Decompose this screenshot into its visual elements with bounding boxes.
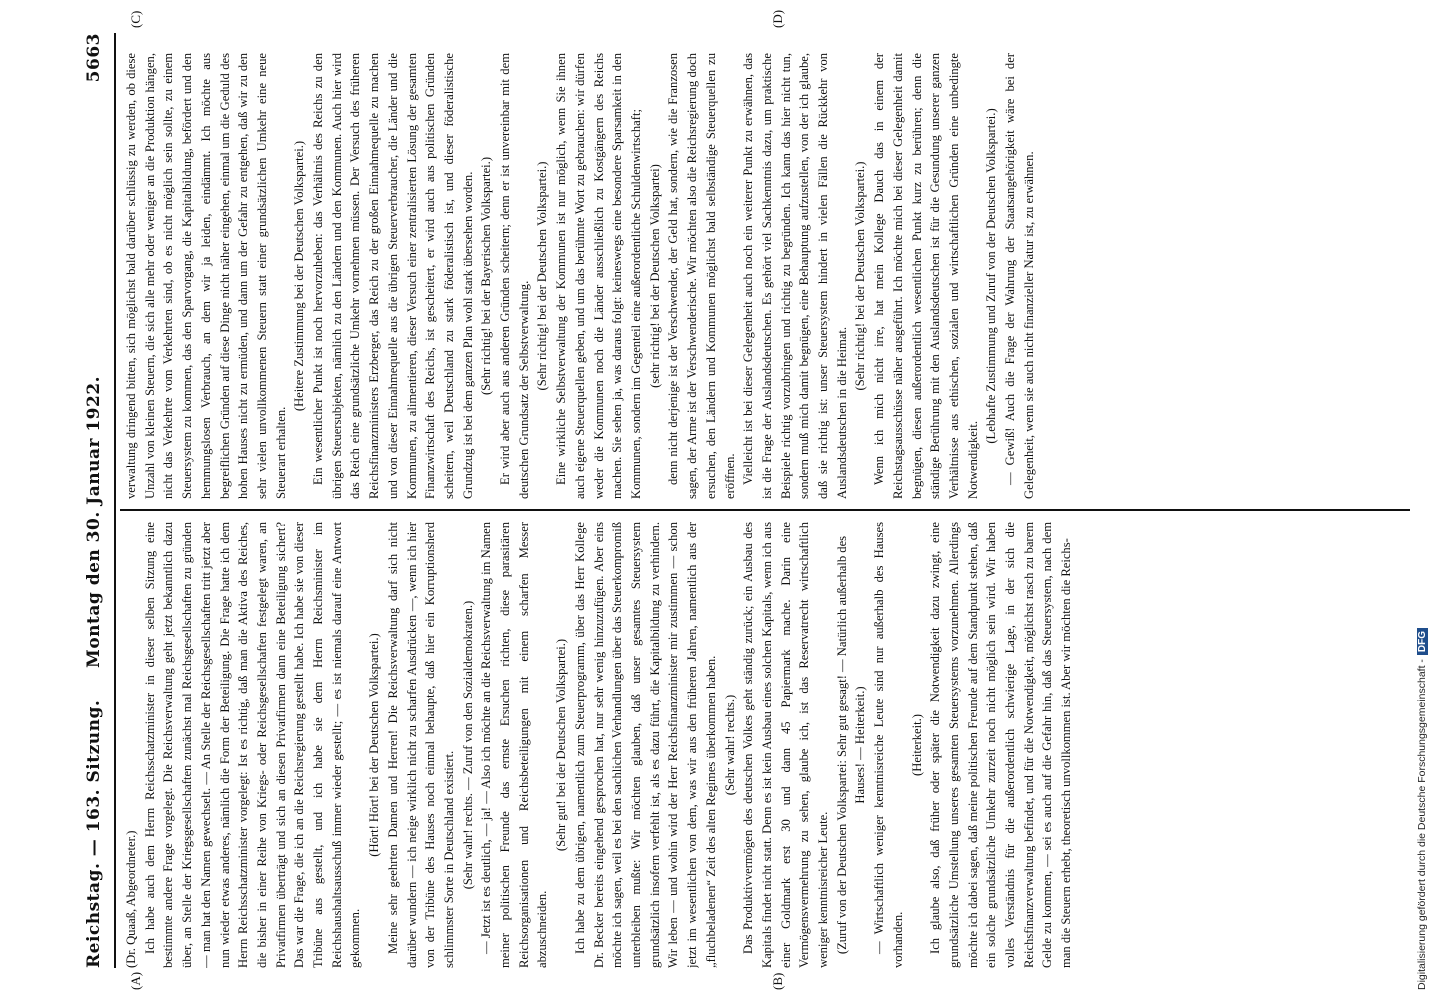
sidebar-credit <box>1416 0 1434 990</box>
interjection: (Heiterkeit.) <box>909 714 924 776</box>
interjection: (Sehr wahr! rechts.) <box>722 694 737 796</box>
dfg-logo: DFG <box>1417 628 1428 655</box>
paragraph: denn nicht derjenige ist der Verschwender, der Geld hat, sondern, wie die Franzosen sagen, der Arme ist der Verschwenderische. Wir möchten also die Reichsregierung doch ersuchen, den Ländern und Kommunen möglichst bald selbständige Steuerquellen zu eröffnen. <box>666 53 737 499</box>
interjection: (Heitere Zustimmung bei der Deutschen Volkspartei.) <box>292 140 307 412</box>
left-column <box>122 522 1402 968</box>
paragraph: Eine wirkliche Selbstverwaltung der Kommunen ist nur möglich, wenn Sie ihnen auch eigene Steuerquellen geben, und um das berühmte Wort zu gebrauchen: wir dürfen weder die Kommunen noch die Länder ausschließlich zu Kostgängern des Reichs machen. Sie sehen ja, was daraus folgt: keineswegs eine besondere Sparsamkeit in den Kommunen, sondern im Gegenteil eine außerordentliche Schuldenwirtschaft; <box>554 53 643 499</box>
interjection: (sehr richtig! bei der Deutschen Volkspartei) <box>647 164 662 388</box>
sidebar-credit-text: Digitalisierung gefördert durch die Deutsche Forschungsgemeinschaft - <box>1416 659 1428 990</box>
paragraph: Ich habe auch dem Herrn Reichsschatzminister in dieser selben Sitzung eine bestimmte andere Frage vorgelegt. Die Reichsverwaltung geht jetzt bekanntlich dazu über, an Stelle der Kriegsgesellschaften zunächst mal Reichsgesellschaften zu gründen — man hat den Namen gewechselt. — An Stelle der Reichsgesellschaften tritt jetzt aber nun wieder etwas anderes, nämlich die Form der Beteiligung. Die Frage hatte ich dem Herrn Reichsschatzminister vorgelegt: Ist es richtig, daß man die Aktiva des Reiches, die bisher in einer Reihe von Kriegs- oder Reichsgesellschaften festgelegt waren, an Privatfirmen überträgt und sich an diesen Privatfirmen dann eine Beteiligung sichert? Das war die Frage, die ich an die Reichsregierung gestellt habe. Ich habe sie von dieser Tribüne aus gestellt, und ich habe sie dem Herrn Reichsminister im Reichshaushaltsausschuß immer wieder gestellt; — es ist niemals darauf eine Antwort gekommen. <box>142 522 363 968</box>
interjection: (Hört! Hört! bei der Deutschen Volkspartei.) <box>367 633 382 857</box>
header-page-number: 5663 <box>84 33 104 83</box>
header-rule <box>114 33 116 968</box>
paragraph: Vielleicht ist bei dieser Gelegenheit auch noch ein weiterer Punkt zu erwähnen, das ist die Frage der Auslandsdeutschen. Es gehört viel Sachkenntnis dazu, um praktische Beispiele richtig vorzubringen und richtig zu begründen. Ich kann das hier nicht tun, sondern muß mich damit begnügen, eine Behauptung aufzustellen, von der ich glaube, daß sie richtig ist: unser Steuersystem hindert in vielen Fällen die Rückkehr von Auslandsdeutschen in die Heimat. <box>741 53 849 499</box>
right-column <box>122 53 1402 499</box>
paragraph: Wenn ich mich nicht irre, hat mein Kollege Dauch das in einem der Reichstagsausschüsse näher ausgeführt. Ich möchte mich bei dieser Gelegenheit damit begnügen, diesen außerordentlich wesentlichen Punkt kurz zu berühren; denn die ständige Berührung mit den Auslandsdeutschen ist für die Gesundung unserer ganzen Verhältnisse aus ethischen, sozialen und wirtschaftlichen Gründen eine unbedingte Notwendigkeit. <box>872 53 980 499</box>
paragraph: Ich habe zu dem übrigen, namentlich zum Steuerprogramm, über das Herr Kollege Dr. Becker bereits eingehend gesprochen hat, nur sehr wenig hinzuzufügen. Aber eins möchte ich sagen, weil es bei den sachlichen Verhandlungen über das Steuerkompromiß unterbleiben mußte: Wir möchten glauben, daß unser gesamtes Steuersystem grundsätzlich insofern verfehlt ist, als es dazu führt, die Kapitalbildung zu verhindern. Wir leben — und wohin wird der Herr Reichsfinanzminister mir zustimmen — schon jetzt im wesentlichen von dem, was wir aus den früheren Jahren, namentlich aus der „fluchbeladenen“ Zeit des alten Regimes überkommen haben. <box>572 522 718 968</box>
header-date: Montag den 30. Januar 1922. <box>84 375 104 668</box>
paragraph: verwaltung dringend bitten, sich möglichst bald darüber schlüssig zu werden, ob diese Unzahl von kleinen Steuern, die sich alle mehr oder weniger an die Produktion hängen, nicht das Verkehrte vom Verkehrten sind, ob es nicht möglich sein sollte, zu einem Steuersystem zu kommen, das den Sparvorgang, die Kapitalbildung, befördert und den hemmungslosen Verbrauch, an dem wir ja leiden, eindämmt. Ich möchte aus begreiflichen Gründen auf diese Dinge nicht näher eingehen, einmal um die Geduld des hohen Hauses nicht zu ermüden, und dann um der Gefahr zu entgehen, daß wir zu den sehr vielen unvollkommenen Steuern statt einer grundsätzlichen Umkehr eine neue Steuerart erhalten. <box>124 53 288 499</box>
column-divider <box>120 509 1410 511</box>
paragraph: — Wirtschaftlich weniger kenntnisreiche Leute sind nur außerhalb des Hauses vorhanden. <box>872 522 905 968</box>
newspaper-sheet <box>80 9 1420 990</box>
paragraph: Ich glaube also, daß früher oder später die Notwendigkeit dazu zwingt, eine grundsätzliche Umstellung unseres gesamten Steuersystems vorzunehmen. Allerdings möchte ich dabei sagen, daß meine politischen Freunde auf dem Standpunkt stehen, daß ein solche grundsätzliche Umkehr zurzeit noch nicht möglich sein wird. Wir haben volles Verständnis für die außerordentlich schwierige Lage, in der sich die Reichsfinanzverwaltung befindet, und für die Notwendigkeit, möglichst rasch zu barem Gelde zu kommen, — sei es auch auf die Gefahr hin, daß das Steuersystem, nach dem man die Steuern erhebt, theoretisch unvollkommen ist. Aber wir möchten die Reichs- <box>928 522 1074 968</box>
interjection: (Sehr gut! bei der Deutschen Volkspartei.) <box>554 638 569 852</box>
interjection: (Sehr richtig! bei der Deutschen Volkspartei.) <box>853 161 868 391</box>
paragraph: Ein wesentlicher Punkt ist noch hervorzuheben: das Verhältnis des Reichs zu den übrigen Steuersubjekten, nämlich zu den Ländern und den Kommunen. Auch hier wird das Reich eine grundsätzliche Umkehr vornehmen müssen. Der Versuch des früheren Reichsfinanzministers Erzberger, das Reich zu der großen Einnahmequelle zu machen und von dieser Einnahmequelle aus die übrigen Steuerverbraucher, die Länder und die Kommunen, zu alimentieren, dieser Versuch einer zentralisierten Lösung der gesamten Finanzwirtschaft des Reichs, ist gescheitert, er wird auch aus politischen Gründen scheitern, weil Deutschland zu stark föderalistisch ist, und dieser föderalistische Grundzug ist bei dem ganzen Plan wohl stark übersehen worden. <box>311 53 475 499</box>
margin-marker-b: (B) <box>770 972 785 990</box>
digitization-sidebar <box>1416 0 1434 1000</box>
paragraph: Er wird aber auch aus anderen Gründen scheitern; denn er ist unvereinbar mit dem deutschen Grundsatz der Selbstverwaltung. <box>498 53 531 499</box>
interjection: (Sehr wahr! rechts. — Zuruf von den Sozialdemokraten.) <box>460 600 475 890</box>
paragraph: (Dr. Quaaß, Abgeordneter.) <box>124 830 138 968</box>
interjection: (Sehr richtig! bei der Bayerischen Volkspartei.) <box>479 156 494 396</box>
page-header <box>80 33 112 968</box>
margin-marker-d: (D) <box>770 9 785 28</box>
header-session: Reichstag. — 163. Sitzung. <box>84 699 104 968</box>
paragraph: Meine sehr geehrten Damen und Herren! Die Reichsverwaltung darf sich nicht darüber wundern — ich neige wirklich nicht zu scharfen Ausdrücken —, wenn ich hier von der Tribüne des Hauses noch einmal behaupte, daß hier ein Korruptionsherd schlimmster Sorte in Deutschland existiert. <box>385 522 456 968</box>
paragraph: — Gewiß! Auch die Frage der Wahrung der Staatsangehörigkeit wäre bei der Gelegenheit, wenn sie auch nicht finanzieller Natur ist, zu erwähnen. <box>1003 53 1036 499</box>
margin-marker-a: (A) <box>128 971 143 990</box>
interjection: (Sehr richtig! bei der Deutschen Volkspartei.) <box>535 161 550 391</box>
margin-marker-c: (C) <box>128 10 143 28</box>
interjection: (Zuruf von der Deutschen Volkspartei: Sehr gut gesagt! — Natürlich außerhalb des Hauses! — Heiterkeit.) <box>834 535 868 955</box>
interjection: (Lebhafte Zustimmung und Zuruf von der Deutschen Volkspartei.) <box>984 108 999 444</box>
paragraph: Das Produktivvermögen des deutschen Volkes geht ständig zurück; ein Ausbau des Kapitals findet nicht statt. Denn es ist kein Ausbau eines solchen Kapitals, wenn ich aus einer Goldmark erst 30 und dann 45 Papiermark mache. Darin eine Vermögensvermehrung zu sehen, glaube ich, ist das Reservatrecht wirtschaftlich weniger kenntnisreicher Leute. <box>741 522 831 968</box>
paragraph: — Jetzt ist es deutlich, — ja! — Also ich möchte an die Reichsverwaltung im Namen meiner politischen Freunde das ernste Ersuchen richten, diese parasitären Reichsorganisationen und Reichsbeteiligungen mit einem scharfen Messer abzuschneiden. <box>479 522 550 968</box>
